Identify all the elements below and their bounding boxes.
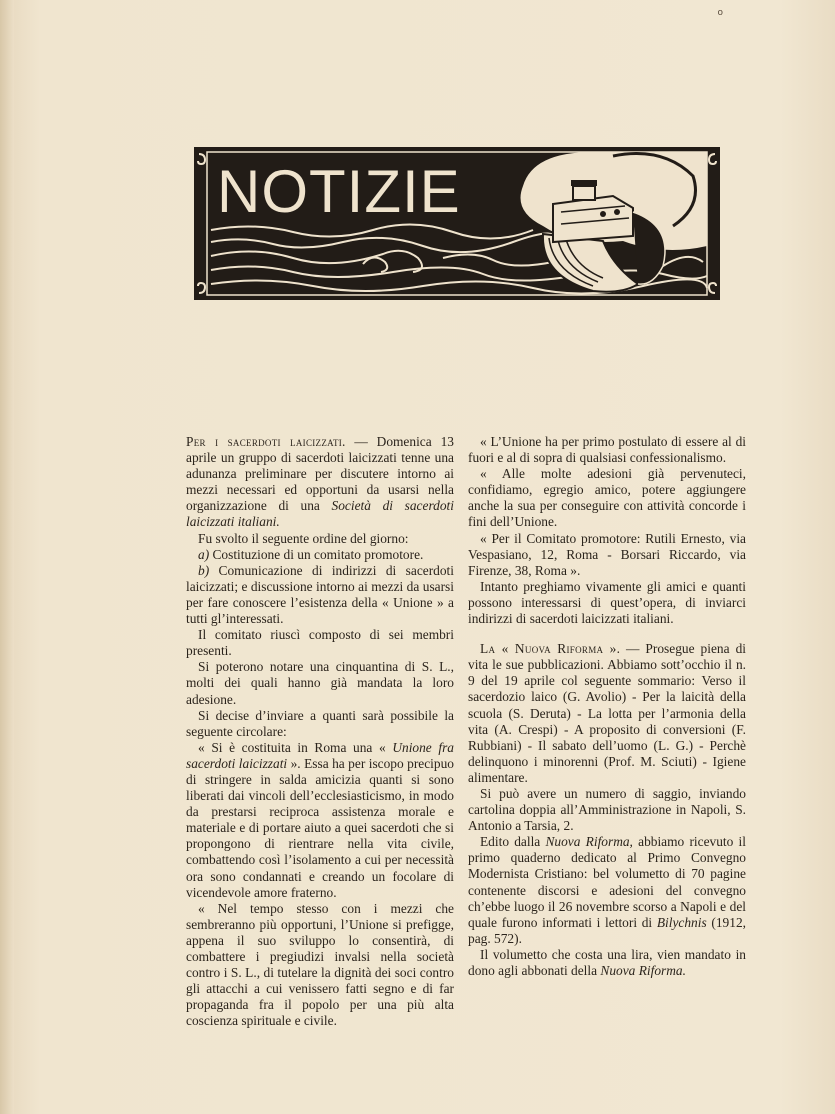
paragraph xyxy=(468,641,746,786)
paragraph: « Alle molte adesioni già pervenuteci, confidiamo, egregio amico, potere aggiungere anche la sua per conseguire con attività concorde i fini dell’Unione. xyxy=(468,466,746,530)
list-label: b) xyxy=(198,562,210,578)
paragraph-text: Il volumetto che costa una lira, vien mandato in dono agli abbonati della xyxy=(468,946,746,978)
paragraph: « Nel tempo stesso con i mezzi che sembreranno più opportuni, l’Unione si prefigge, appena il suo sviluppo lo consentirà, di combattere i pregiudizi invalsi nella società contro i S. L., di tutelare la dignità dei soci contro gli attacchi a cui venissero fatti segno e di far propaganda fra il popolo per una più alta coscienza spirituale e civile. xyxy=(186,900,454,1029)
paragraph: Si poterono notare una cinquantina di S. L., molti dei quali hanno già mandata la loro adesione. xyxy=(186,659,454,707)
banner-title: NOTIZIE xyxy=(217,158,461,225)
section-heading: Per i sacerdoti laicizzati xyxy=(186,434,343,449)
paragraph-text: (1912, pag. 572). xyxy=(468,914,746,946)
left-column xyxy=(186,434,454,1029)
italic-text: Unione fra sacerdoti laicizzati xyxy=(186,739,454,771)
paragraph: Il comitato riuscì composto di sei membri presenti. xyxy=(186,627,454,659)
right-column xyxy=(468,434,746,979)
italic-text: Bilychnis xyxy=(656,914,707,930)
paragraph-text: Costituzione di un comitato promotore. xyxy=(209,546,424,562)
paragraph: Fu svolto il seguente ordine del giorno: xyxy=(198,530,409,546)
paragraph-text: . — Prosegue piena di vita le sue pubblicazioni. Abbiamo sott’occhio il n. 9 del 19 aprile col seguente sommario: Verso il sacerdozio laico (G. Avolio) - Per la laicità della scuola (S. Deruta) - La lotta per l’armonia della vita (A. Crespi) - A proposito di conversioni (F. Rubbiani) - Il sabato dell’uomo (L. G.) - Perchè delinquono i minorenni (Prof. M. Sciuti) - Igiene alimentare. xyxy=(468,641,746,785)
paragraph-text: Comunicazione di indirizzi di sacerdoti laicizzati; e discussione intorno ai mezzi da usarsi per fare conoscere l’esistenza della « Unione » a tutti gl’interessati. xyxy=(186,562,454,627)
paragraph xyxy=(186,547,454,563)
paragraph: « L’Unione ha per primo postulato di essere al di fuori e al di sopra di qualsiasi confessionalismo. xyxy=(468,434,746,466)
corner-mark: o xyxy=(717,8,723,18)
banner-illustration xyxy=(193,146,721,301)
italic-text: Società di sacerdoti laicizzati italiani. xyxy=(186,498,454,530)
italic-text: Nuova Riforma. xyxy=(600,963,686,978)
paragraph: « Per il Comitato promotore: Rutili Ernesto, via Vespasiano, 12, Roma - Borsari Riccardo, via Firenze, 38, Roma ». xyxy=(468,530,746,578)
paragraph: Si può avere un numero di saggio, inviando cartolina doppia all’Amministrazione in Napoli, S. Antonio a Tarsia, 2. xyxy=(468,785,746,834)
section-heading: La « Nuova Riforma » xyxy=(480,641,617,657)
paragraph: Si decise d’inviare a quanti sarà possibile la seguente circolare: xyxy=(186,707,454,739)
notizie-banner xyxy=(193,146,721,301)
page-edge xyxy=(0,0,14,1114)
paragraph-text: abbiamo ricevuto il primo quaderno dedicato al Primo Convegno Modernista Cristiano: bel volumetto di 70 pagine contenente discorsi e adesioni del convegno ch’ebbe luogo il 26 novembre scorso a Napoli e del quale furono informati i lettori di xyxy=(468,834,746,930)
paragraph xyxy=(186,563,454,627)
paragraph-text: Edito dalla xyxy=(480,834,546,850)
paragraph xyxy=(468,834,746,947)
paragraph xyxy=(186,740,454,901)
paragraph xyxy=(186,434,454,531)
paragraph-text: . — Domenica 13 aprile un gruppo di sacerdoti laicizzati tenne una adunanza preliminare per discutere intorno ai mezzi necessari ed opportuni da usarsi nella organizzazione di una xyxy=(186,434,455,514)
paragraph xyxy=(468,947,746,979)
paragraph: Intanto preghiamo vivamente gli amici e quanti possono interessarsi di quest’opera, di inviarci indirizzi di sacerdoti laicizzati italiani. xyxy=(468,578,746,627)
list-label: a) xyxy=(198,546,210,562)
paragraph-text: « Si è costituita in Roma una « xyxy=(198,739,393,755)
paragraph-text: ». Essa ha per iscopo precipuo di stringere in salda amicizia quanti si sono liberati dai vincoli dell’ecclesiasticismo, in modo da prestarsi reciproca assistenza morale e materiale e di portare aiuto a quei sacerdoti che si propongono di rientrare nella vita civile, combattendo così l’isolamento a cui per necessità ora sono condannati e creando un focolare di vicendevole amore fraterno. xyxy=(186,755,454,900)
italic-text: Nuova Riforma, xyxy=(545,834,633,850)
